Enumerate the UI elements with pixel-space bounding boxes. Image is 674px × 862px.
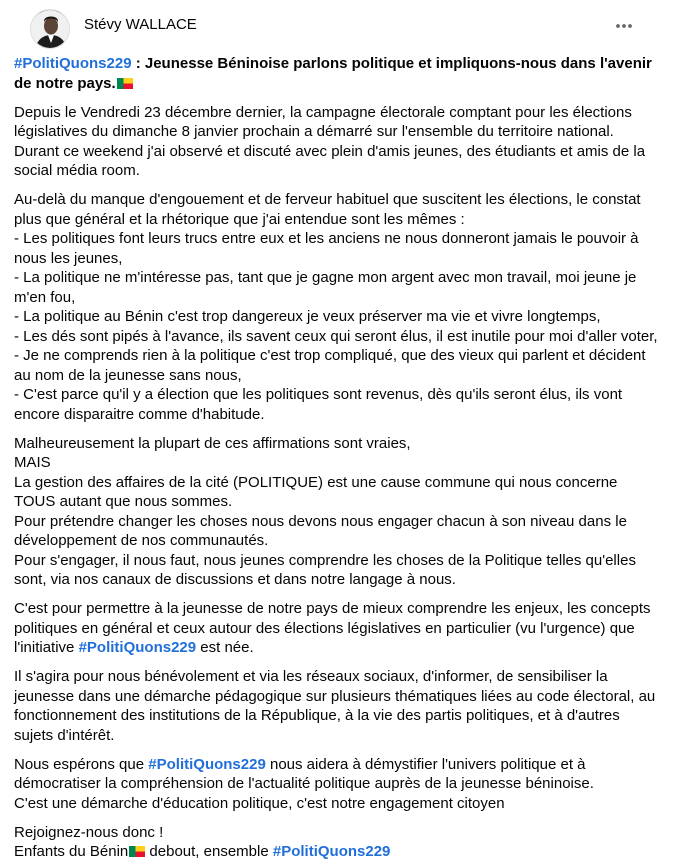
headline-text: : Jeunesse Béninoise parlons politique et impliquons-nous dans l'avenir de notre pays.	[14, 55, 652, 92]
text-line: Pour prétendre changer les choses nous devons nous engager chacun à son niveau dans le développement de nos communautés.	[14, 512, 627, 549]
text-line: MAIS	[14, 454, 51, 471]
list-item: - C'est parce qu'il y a élection que les politiques sont revenus, dès qu'ils seront élus, ils vont encore disparaitre comme d'habitude.	[14, 386, 623, 423]
text-line: debout, ensemble	[145, 843, 273, 860]
avatar-image	[31, 10, 70, 49]
text-line: Au-delà du manque d'engouement et de ferveur habituel que suscitent les élections, le constat plus que général et la rhétorique que j'ai entendue sont les mêmes :	[14, 191, 641, 228]
paragraph-4	[14, 599, 658, 658]
text-line: Durant ce weekend j'ai observé et discuté avec plein d'amis jeunes, des étudiants et amis de la social média room.	[14, 142, 646, 179]
hashtag-link[interactable]: #PolitiQuons229	[272, 843, 391, 860]
text-line: C'est pour permettre à la jeunesse de notre pays de mieux comprendre les enjeux, les concepts politiques en général et ceux autour des élections législatives en particulier (vu l'urgence) que l'initiative	[14, 600, 651, 656]
paragraph-7	[14, 823, 658, 862]
paragraph-6	[14, 755, 658, 814]
more-options-button[interactable]	[608, 10, 640, 42]
text-line: La gestion des affaires de la cité (POLITIQUE) est une cause commune qui nous concerne TOUS autant que nous sommes.	[14, 473, 618, 510]
text-line: Il s'agira pour nous bénévolement et via les réseaux sociaux, d'informer, de sensibiliser la jeunesse dans une démarche pédagogique sur plusieurs thématiques liées au code électoral, au fonctionnement des institutions de la République, à la vie des partis politiques, et à d'autres sujets d'intérêt.	[14, 668, 656, 744]
list-item: - La politique ne m'intéresse pas, tant que je gagne mon argent avec mon travail, moi jeune je m'en fou,	[14, 269, 637, 306]
benin-flag-emoji	[129, 846, 145, 857]
author-avatar[interactable]	[30, 9, 70, 49]
post-body	[14, 54, 658, 862]
post-header	[14, 0, 658, 56]
list-item: - Les dés sont pipés à l'avance, ils savent ceux qui seront élus, il est inutile pour moi d'aller voter,	[14, 327, 658, 345]
hashtag-link[interactable]: #PolitiQuons229	[14, 55, 132, 72]
benin-flag-emoji	[117, 78, 133, 89]
text-line: Pour s'engager, il nous faut, nous jeunes comprendre les choses de la Politique telles qu'elles sont, via nos canaux de discussions et dans notre langage à nous.	[14, 551, 636, 588]
paragraph-3	[14, 434, 658, 590]
text-line: Nous espérons que	[14, 755, 149, 773]
text-line: C'est une démarche d'éducation politique, c'est notre engagement citoyen	[14, 794, 505, 812]
paragraph-5	[14, 667, 658, 745]
text-line: est née.	[196, 639, 254, 656]
text-line: Depuis le Vendredi 23 décembre dernier, la campagne électorale comptant pour les élections législatives du dimanche 8 janvier prochain a démarré sur l'ensemble du territoire national.	[14, 103, 632, 140]
text-line: nous aidera à démystifier l'univers politique et à démocratiser la compréhension de l'actualité politique auprès de la jeunesse béninoise.	[14, 755, 594, 792]
post-headline	[14, 54, 658, 93]
text-line: Rejoignez-nous donc !	[14, 823, 164, 841]
hashtag-link[interactable]: #PolitiQuons229	[148, 755, 266, 773]
list-item: - Je ne comprends rien à la politique c'est trop compliqué, que des vieux qui parlent et décident au nom de la jeunesse sans nous,	[14, 347, 646, 384]
author-name[interactable]: Stévy WALLACE	[84, 16, 197, 33]
paragraph-2	[14, 190, 658, 424]
list-item: - La politique au Bénin c'est trop dangereux je veux préserver ma vie et vivre longtemps,	[14, 308, 601, 325]
text-line: Enfants du Bénin	[14, 843, 129, 860]
paragraph-1	[14, 103, 658, 181]
list-item: - Les politiques font leurs trucs entre eux et les anciens ne nous donneront jamais le pouvoir à nous les jeunes,	[14, 230, 639, 267]
more-horizontal-icon	[614, 16, 634, 36]
text-line: Malheureusement la plupart de ces affirmations sont vraies,	[14, 434, 411, 452]
hashtag-link[interactable]: #PolitiQuons229	[78, 639, 197, 656]
